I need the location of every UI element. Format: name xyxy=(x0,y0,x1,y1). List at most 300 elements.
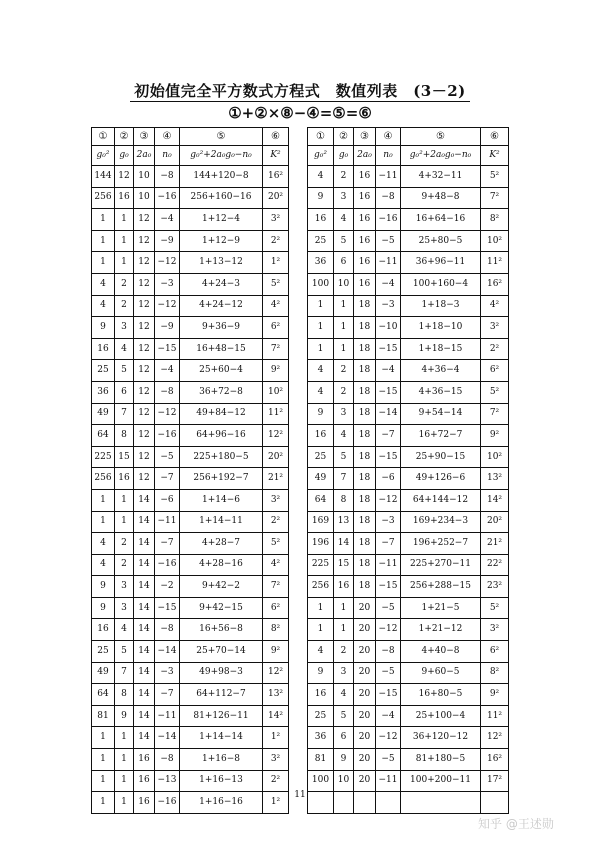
table-cell: 12 xyxy=(134,403,155,425)
table-cell: 20 xyxy=(354,727,376,749)
table-cell: 5² xyxy=(481,381,509,403)
table-cell: 1+13−12 xyxy=(180,252,263,274)
table-cell: 1+16−8 xyxy=(180,749,263,771)
table-cell: 20 xyxy=(354,770,376,792)
column-symbol: g₀ xyxy=(334,146,354,166)
table-cell: 10² xyxy=(263,381,289,403)
table-cell: 2 xyxy=(115,554,134,576)
table-cell: 25+80−5 xyxy=(401,230,481,252)
table-cell: 14 xyxy=(134,511,155,533)
table-cell: 12 xyxy=(115,166,134,188)
table-cell: 1 xyxy=(92,770,115,792)
table-cell: 4+40−8 xyxy=(401,641,481,663)
table-row xyxy=(308,619,509,641)
table-cell: −14 xyxy=(376,403,401,425)
table-cell: 8 xyxy=(334,489,354,511)
table-cell: 4+36−15 xyxy=(401,381,481,403)
table-cell: −15 xyxy=(376,381,401,403)
table-cell: 25 xyxy=(92,360,115,382)
table-cell: −15 xyxy=(376,338,401,360)
table-cell: 18 xyxy=(354,468,376,490)
table-cell: 1+12−9 xyxy=(180,230,263,252)
table-cell: −16 xyxy=(376,209,401,231)
table-cell: 1² xyxy=(263,727,289,749)
table-cell: 7² xyxy=(263,576,289,598)
table-cell: −15 xyxy=(376,684,401,706)
table-cell: 2² xyxy=(263,770,289,792)
table-cell: −11 xyxy=(155,511,180,533)
table-cell: 3 xyxy=(115,576,134,598)
table-cell: 8 xyxy=(115,684,134,706)
table-cell: 3² xyxy=(481,317,509,339)
column-number: ⑤ xyxy=(401,128,481,146)
table-row xyxy=(308,489,509,511)
table-cell: 16² xyxy=(263,166,289,188)
table-cell: 10 xyxy=(134,166,155,188)
table-cell: 18 xyxy=(354,554,376,576)
table-cell: −9 xyxy=(155,317,180,339)
table-cell: 12 xyxy=(134,317,155,339)
table-cell: 1 xyxy=(115,749,134,771)
table-cell: 4 xyxy=(308,360,334,382)
table-cell: 16 xyxy=(134,770,155,792)
table-row xyxy=(92,641,289,663)
table-row xyxy=(92,662,289,684)
table-cell: 12 xyxy=(134,338,155,360)
table-row xyxy=(92,252,289,274)
table-cell: 20² xyxy=(263,446,289,468)
table-cell: 1 xyxy=(115,792,134,814)
table-cell: 1 xyxy=(308,295,334,317)
table-cell: 5² xyxy=(481,597,509,619)
table-cell: 21² xyxy=(481,533,509,555)
table-cell: −8 xyxy=(155,749,180,771)
table-cell: 5² xyxy=(481,166,509,188)
table-row xyxy=(92,533,289,555)
table-cell: 20² xyxy=(481,511,509,533)
table-cell: 4² xyxy=(263,295,289,317)
table-cell: 16 xyxy=(115,187,134,209)
table-cell: 196 xyxy=(308,533,334,555)
table-cell: 6 xyxy=(334,252,354,274)
formula-subtitle: ①+②×⑧−④=⑤=⑥ xyxy=(228,104,372,122)
table-cell: 16+80−5 xyxy=(401,684,481,706)
table-cell: 16 xyxy=(354,273,376,295)
table-row xyxy=(308,727,509,749)
table-cell: 36+96−11 xyxy=(401,252,481,274)
table-cell: 23² xyxy=(481,576,509,598)
table-cell: 7 xyxy=(334,468,354,490)
column-number: ① xyxy=(308,128,334,146)
table-cell: 14 xyxy=(134,533,155,555)
table-cell: −8 xyxy=(376,641,401,663)
table-row xyxy=(308,770,509,792)
table-cell: 1 xyxy=(92,749,115,771)
table-cell: 81 xyxy=(308,749,334,771)
table-cell: −7 xyxy=(376,533,401,555)
table-cell: 14 xyxy=(134,576,155,598)
column-number: ⑥ xyxy=(263,128,289,146)
table-cell: 6 xyxy=(334,727,354,749)
table-cell: 16+56−8 xyxy=(180,619,263,641)
table-cell: 3² xyxy=(263,749,289,771)
table-cell: 16 xyxy=(115,468,134,490)
table-cell: −5 xyxy=(155,446,180,468)
table-cell: −16 xyxy=(155,425,180,447)
table-cell: 49+84−12 xyxy=(180,403,263,425)
table-row xyxy=(92,230,289,252)
table-cell: 64+144−12 xyxy=(401,489,481,511)
table-cell: −10 xyxy=(376,317,401,339)
table-row xyxy=(92,295,289,317)
table-cell: 5 xyxy=(334,446,354,468)
table-cell: 1 xyxy=(115,727,134,749)
table-cell: 14 xyxy=(134,641,155,663)
table-cell: 9+60−5 xyxy=(401,662,481,684)
table-cell: 14 xyxy=(134,705,155,727)
table-cell: −16 xyxy=(155,187,180,209)
table-cell: 2² xyxy=(263,511,289,533)
table-cell: 14 xyxy=(134,662,155,684)
table-cell: −5 xyxy=(376,662,401,684)
table-cell: 15 xyxy=(115,446,134,468)
table-cell: 2 xyxy=(115,533,134,555)
table-cell: 100 xyxy=(308,770,334,792)
table-cell: 14 xyxy=(134,684,155,706)
table-cell: 20 xyxy=(354,684,376,706)
table-row xyxy=(308,166,509,188)
table-row xyxy=(308,295,509,317)
table-cell: 1+12−4 xyxy=(180,209,263,231)
table-cell: 256 xyxy=(92,468,115,490)
table-row xyxy=(308,338,509,360)
table-cell: 14 xyxy=(134,597,155,619)
table-cell: −12 xyxy=(155,252,180,274)
table-cell: 64+96−16 xyxy=(180,425,263,447)
table-cell: 4+24−12 xyxy=(180,295,263,317)
column-symbol: g₀² xyxy=(92,146,115,166)
table-cell: 64 xyxy=(308,489,334,511)
table-cell: 4² xyxy=(263,554,289,576)
table-cell: 7² xyxy=(481,187,509,209)
table-cell: 1 xyxy=(115,511,134,533)
table-cell: −3 xyxy=(155,662,180,684)
table-cell: 18 xyxy=(354,338,376,360)
table-row xyxy=(92,338,289,360)
table-cell: 1 xyxy=(308,338,334,360)
column-number: ② xyxy=(115,128,134,146)
table-cell: 4+32−11 xyxy=(401,166,481,188)
table-cell: 9 xyxy=(308,403,334,425)
table-row xyxy=(308,597,509,619)
table-cell: 25+90−15 xyxy=(401,446,481,468)
table-cell: 16 xyxy=(354,230,376,252)
table-row xyxy=(308,749,509,771)
column-symbol: g₀²+2a₀g₀−n₀ xyxy=(180,146,263,166)
table-cell: 7 xyxy=(115,403,134,425)
table-cell: 5 xyxy=(334,705,354,727)
table-cell: 13² xyxy=(481,468,509,490)
table-cell: 4+36−4 xyxy=(401,360,481,382)
table-cell: −12 xyxy=(155,403,180,425)
table-cell: 1+18−15 xyxy=(401,338,481,360)
table-cell: 11² xyxy=(263,403,289,425)
table-cell: 3² xyxy=(481,619,509,641)
table-cell: 1 xyxy=(92,252,115,274)
table-cell: 10 xyxy=(134,187,155,209)
table-row xyxy=(308,662,509,684)
table-row xyxy=(308,187,509,209)
table-cell: 2² xyxy=(263,230,289,252)
table-cell: 9 xyxy=(308,187,334,209)
table-cell: 1 xyxy=(92,792,115,814)
table-cell: 4+28−16 xyxy=(180,554,263,576)
table-row xyxy=(92,360,289,382)
table-cell: 12 xyxy=(134,468,155,490)
table-cell: −7 xyxy=(155,533,180,555)
table-cell: 9 xyxy=(92,597,115,619)
table-cell: 4+28−7 xyxy=(180,533,263,555)
table-cell: 14 xyxy=(134,727,155,749)
column-number: ④ xyxy=(376,128,401,146)
table-row xyxy=(92,403,289,425)
table-cell: 14² xyxy=(481,489,509,511)
table-cell: 196+252−7 xyxy=(401,533,481,555)
table-cell: −6 xyxy=(376,468,401,490)
table-cell: 20 xyxy=(354,641,376,663)
table-cell: 11² xyxy=(481,705,509,727)
table-row xyxy=(308,381,509,403)
table-cell: 3² xyxy=(263,489,289,511)
table-cell: 20 xyxy=(354,597,376,619)
table-cell: −4 xyxy=(376,360,401,382)
table-cell: 36+120−12 xyxy=(401,727,481,749)
table-row xyxy=(308,425,509,447)
column-number: ③ xyxy=(354,128,376,146)
table-row xyxy=(92,209,289,231)
table-cell: 4 xyxy=(92,533,115,555)
table-row xyxy=(92,446,289,468)
table-cell: 9 xyxy=(334,749,354,771)
table-cell: 3 xyxy=(334,662,354,684)
table-cell: 10 xyxy=(334,770,354,792)
table-cell: 16² xyxy=(481,749,509,771)
table-cell: 12 xyxy=(134,252,155,274)
table-cell: 64 xyxy=(92,425,115,447)
table-cell: 1 xyxy=(115,770,134,792)
table-cell: 7 xyxy=(115,662,134,684)
table-cell: 6² xyxy=(263,317,289,339)
table-cell: −3 xyxy=(155,273,180,295)
table-cell: −5 xyxy=(376,597,401,619)
table-cell: −11 xyxy=(376,252,401,274)
table-cell: 5 xyxy=(334,230,354,252)
table-cell: 144 xyxy=(92,166,115,188)
table-cell: 1+18−3 xyxy=(401,295,481,317)
table-row xyxy=(92,425,289,447)
table-row xyxy=(92,317,289,339)
table-cell: 2 xyxy=(334,166,354,188)
table-cell: 4² xyxy=(481,295,509,317)
page-title: 初始值完全平方数式方程式 数值列表 (3－2) xyxy=(0,80,600,101)
table-cell: 1 xyxy=(115,489,134,511)
table-cell: 25 xyxy=(308,446,334,468)
table-row xyxy=(92,597,289,619)
table-cell: 225 xyxy=(308,554,334,576)
table-cell: 6² xyxy=(481,641,509,663)
table-cell: 8² xyxy=(481,209,509,231)
right-header-symbols xyxy=(308,146,509,166)
table-cell: 10² xyxy=(481,446,509,468)
table-cell: −6 xyxy=(155,489,180,511)
table-cell: 1 xyxy=(115,252,134,274)
table-cell: −16 xyxy=(155,554,180,576)
table-row xyxy=(92,166,289,188)
table-cell: 36+72−8 xyxy=(180,381,263,403)
table-cell: 1 xyxy=(334,338,354,360)
table-row xyxy=(92,770,289,792)
table-cell: 18 xyxy=(354,317,376,339)
table-row xyxy=(308,641,509,663)
table-cell: 11² xyxy=(481,252,509,274)
table-cell: 13² xyxy=(263,684,289,706)
table-cell: 1 xyxy=(308,619,334,641)
table-cell: 4 xyxy=(92,554,115,576)
table-cell: 1 xyxy=(92,230,115,252)
table-cell: 4 xyxy=(334,425,354,447)
table-cell: 225+180−5 xyxy=(180,446,263,468)
table-cell: 2 xyxy=(334,381,354,403)
table-cell: 256+160−16 xyxy=(180,187,263,209)
table-cell: 1 xyxy=(92,511,115,533)
column-number: ⑤ xyxy=(180,128,263,146)
table-cell: 2 xyxy=(334,360,354,382)
table-cell: 16 xyxy=(134,792,155,814)
table-cell: 20² xyxy=(263,187,289,209)
table-cell: 9 xyxy=(92,576,115,598)
table-row xyxy=(308,317,509,339)
table-row xyxy=(92,489,289,511)
table-cell: 2² xyxy=(481,338,509,360)
table-cell: 1+18−10 xyxy=(401,317,481,339)
table-cell: 4 xyxy=(334,209,354,231)
table-cell: 20 xyxy=(354,662,376,684)
table-row xyxy=(308,705,509,727)
table-row xyxy=(308,273,509,295)
table-cell: 16 xyxy=(354,166,376,188)
table-cell: 20 xyxy=(354,619,376,641)
column-symbol: 2a₀ xyxy=(134,146,155,166)
table-cell: 22² xyxy=(481,554,509,576)
table-cell: 8² xyxy=(263,619,289,641)
table-cell: 4 xyxy=(308,641,334,663)
page-number: 11 xyxy=(294,790,306,800)
table-cell: 7² xyxy=(263,338,289,360)
table-cell: 3 xyxy=(334,187,354,209)
table-cell: 2 xyxy=(334,641,354,663)
table-cell: −4 xyxy=(376,273,401,295)
table-row xyxy=(308,209,509,231)
column-symbol: n₀ xyxy=(155,146,180,166)
table-cell: −15 xyxy=(376,446,401,468)
table-cell: 16+48−15 xyxy=(180,338,263,360)
table-cell: 3 xyxy=(115,317,134,339)
table-cell: 4 xyxy=(308,166,334,188)
table-cell: 4 xyxy=(92,273,115,295)
table-row xyxy=(308,554,509,576)
table-cell: 2 xyxy=(115,273,134,295)
table-cell: 25+60−4 xyxy=(180,360,263,382)
table-cell: 9 xyxy=(308,662,334,684)
column-symbol: g₀ xyxy=(115,146,134,166)
table-cell: −9 xyxy=(155,230,180,252)
table-cell: 14 xyxy=(334,533,354,555)
table-cell: 12 xyxy=(134,209,155,231)
table-cell: −16 xyxy=(155,792,180,814)
table-cell: 12 xyxy=(134,295,155,317)
table-cell: 1 xyxy=(115,230,134,252)
table-cell: 14 xyxy=(134,554,155,576)
table-cell: −11 xyxy=(376,166,401,188)
table-cell: 9+42−2 xyxy=(180,576,263,598)
table-cell: 12² xyxy=(263,425,289,447)
table-cell: −4 xyxy=(155,209,180,231)
table-cell: 16 xyxy=(354,209,376,231)
table-cell: −12 xyxy=(376,619,401,641)
table-cell: −7 xyxy=(376,425,401,447)
column-number: ③ xyxy=(134,128,155,146)
table-cell: 6² xyxy=(263,597,289,619)
table-cell: 16² xyxy=(481,273,509,295)
table-cell: −5 xyxy=(376,749,401,771)
table-cell: 18 xyxy=(354,446,376,468)
table-cell: −8 xyxy=(155,166,180,188)
column-symbol: K² xyxy=(263,146,289,166)
table-cell: 1 xyxy=(115,209,134,231)
table-cell: 9+42−15 xyxy=(180,597,263,619)
column-number: ① xyxy=(92,128,115,146)
column-number: ⑥ xyxy=(481,128,509,146)
table-cell: 12 xyxy=(134,273,155,295)
table-cell: 64 xyxy=(92,684,115,706)
table-cell: 16 xyxy=(308,684,334,706)
table-row xyxy=(308,446,509,468)
table-cell: 36 xyxy=(92,381,115,403)
table-cell: 25 xyxy=(92,641,115,663)
table-cell: 2 xyxy=(115,295,134,317)
table-cell: 16 xyxy=(92,619,115,641)
table-cell: −7 xyxy=(155,468,180,490)
table-row xyxy=(308,468,509,490)
table-row xyxy=(308,230,509,252)
table-cell: 13 xyxy=(334,511,354,533)
table-cell: 225+270−11 xyxy=(401,554,481,576)
table-cell: 12 xyxy=(134,425,155,447)
table-cell: 7² xyxy=(481,403,509,425)
table-row xyxy=(92,727,289,749)
table-cell: 100 xyxy=(308,273,334,295)
table-cell: 64+112−7 xyxy=(180,684,263,706)
table-cell: 18 xyxy=(354,425,376,447)
table-row xyxy=(308,684,509,706)
table-cell: 15 xyxy=(334,554,354,576)
table-row xyxy=(92,684,289,706)
table-cell: 12² xyxy=(481,727,509,749)
table-row xyxy=(92,554,289,576)
table-row xyxy=(308,403,509,425)
table-cell: 5² xyxy=(263,273,289,295)
table-cell: 18 xyxy=(354,511,376,533)
